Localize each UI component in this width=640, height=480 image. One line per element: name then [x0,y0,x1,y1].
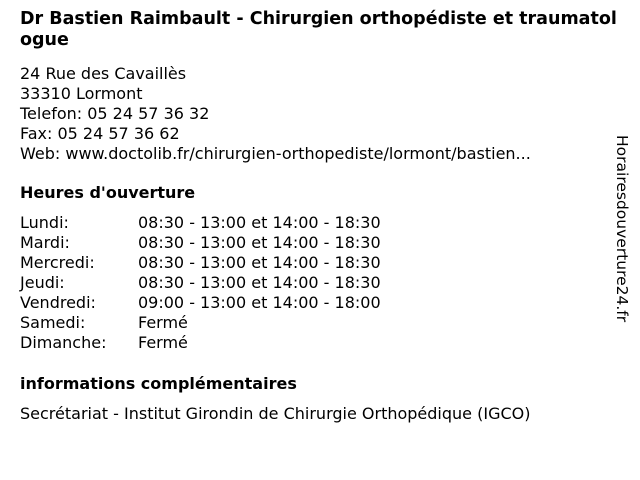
site-watermark: Horairesdouverture24.fr [613,135,631,323]
time-range: 08:30 - 13:00 et 14:00 - 18:30 [138,273,381,292]
additional-info-heading: informations complémentaires [20,374,297,393]
postal-city: 33310 Lormont [20,84,143,103]
time-range: 08:30 - 13:00 et 14:00 - 18:30 [138,233,381,252]
time-range: 09:00 - 13:00 et 14:00 - 18:00 [138,293,381,312]
opening-hours-heading: Heures d'ouverture [20,183,196,202]
day-label: Vendredi: [20,293,96,312]
day-label: Lundi: [20,213,69,232]
street-address: 24 Rue des Cavaillès [20,64,187,83]
time-range: 08:30 - 13:00 et 14:00 - 18:30 [138,253,381,272]
day-label: Dimanche: [20,333,107,352]
contact-block [20,64,531,164]
time-range: Fermé [138,313,188,332]
time-range: Fermé [138,333,188,352]
additional-info-text: Secrétariat - Institut Girondin de Chirurgie Orthopédique (IGCO) [20,404,531,423]
day-label: Mercredi: [20,253,95,272]
phone-number: Telefon: 05 24 57 36 32 [20,104,210,123]
day-label: Mardi: [20,233,70,252]
website-link[interactable]: Web: www.doctolib.fr/chirurgien-orthopediste/lormont/bastien... [20,144,531,163]
page-title: Dr Bastien Raimbault - Chirurgien orthopédiste et traumatologue [20,9,617,50]
fax-number: Fax: 05 24 57 36 62 [20,124,180,143]
day-label: Jeudi: [20,273,65,292]
time-range: 08:30 - 13:00 et 14:00 - 18:30 [138,213,381,232]
day-label: Samedi: [20,313,86,332]
